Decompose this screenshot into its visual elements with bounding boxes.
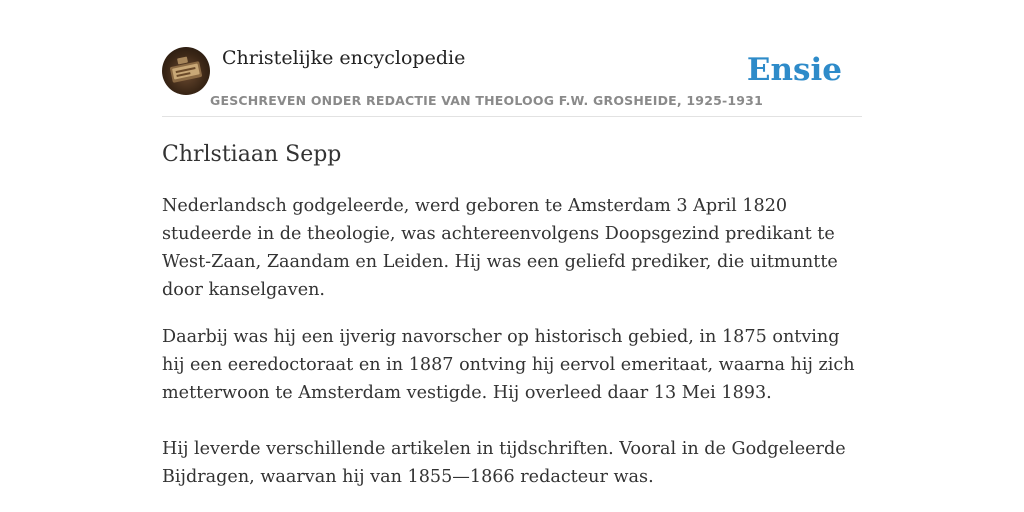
article-paragraph: Hij leverde verschillende artikelen in tijdschriften. Vooral in de Godgeleerde Bijdragen, waarvan hij van 1855—1866 redacteur was. (162, 439, 846, 487)
site-title[interactable]: Christelijke encyclopedie (222, 47, 466, 69)
header (162, 46, 862, 117)
article-title: Chrlstiaan Sepp (162, 142, 342, 167)
ensie-logo[interactable]: Ensie (746, 52, 842, 88)
encyclopedia-avatar[interactable] (162, 47, 210, 95)
book-icon (162, 47, 210, 95)
article-paragraph: Nederlandsch godgeleerde, werd geboren te Amsterdam 3 April 1820 studeerde in de theologie, was achtereenvolgens Doopsgezind predikant te West-Zaan, Zaandam en Leiden. Hij was een geliefd prediker, die uitmuntte door kanselgaven. (162, 196, 838, 300)
article-paragraph: Daarbij was hij een ijverig navorscher op historisch gebied, in 1875 ontving hij een eeredoctoraat en in 1887 ontving hij eervol emeritaat, waarna hij zich metterwoon te Amsterdam vestigde. Hij overleed daar 13 Mei 1893. (162, 327, 855, 403)
site-subtitle: GESCHREVEN ONDER REDACTIE VAN THEOLOOG F.W. GROSHEIDE, 1925-1931 (210, 93, 763, 108)
